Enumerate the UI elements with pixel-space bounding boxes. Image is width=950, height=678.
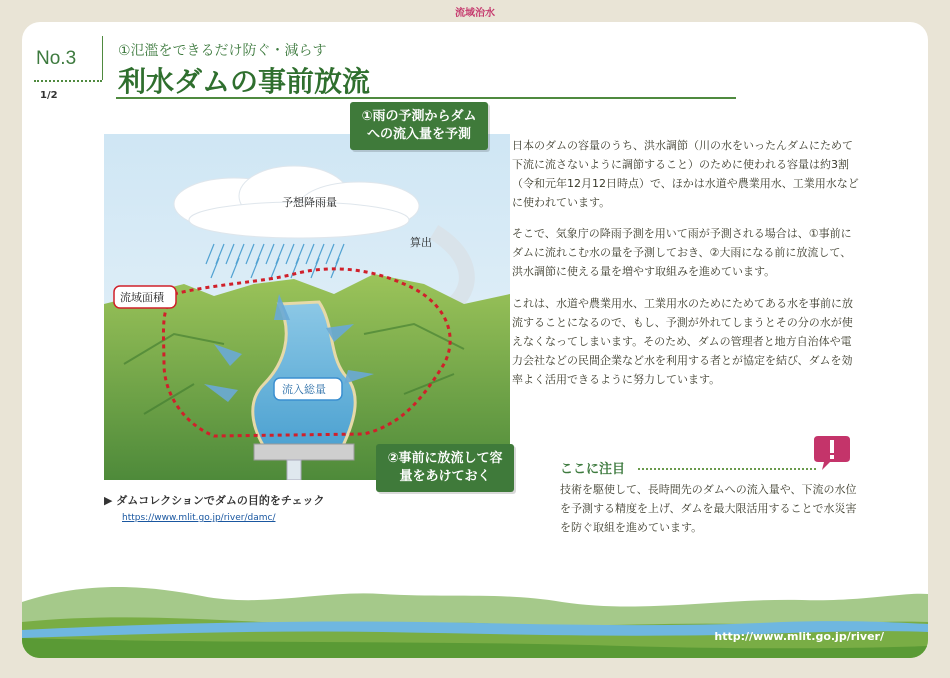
label-rain: 予想降雨量 — [282, 196, 337, 209]
page-title: 利水ダムの事前放流 — [118, 65, 371, 98]
paragraph-forecast: そこで、気象庁の降雨予測を用いて雨が予測される場合は、①事前にダムに流れこむ水の量を予測しておき、②大雨になる前に放流して、洪水調節に使える量を増やす取組みを進めています。 — [512, 227, 852, 278]
note-heading: ここに注目 — [560, 462, 626, 477]
number-divider — [102, 36, 103, 80]
number-underline — [34, 80, 102, 82]
link-heading: ▶ ダムコレクションでダムの目的をチェック — [104, 494, 325, 507]
top-band — [0, 0, 950, 24]
content-card — [22, 22, 928, 658]
dam-outflow — [287, 460, 301, 480]
exclamation-speech-bubble-icon — [812, 432, 852, 472]
dam-wall — [254, 444, 354, 460]
paragraph-capacity: 日本のダムの容量のうち、洪水調節（川の水をいったんダムにためて下流に流さないように調節すること）のために使われる容量は約3割（令和元年12月12日時点）で、ほかは水道や農業用水、工業用水などに使われています。 — [512, 139, 859, 209]
inflow-label-box — [274, 378, 342, 400]
page-subtitle: ①氾濫をできるだけ防ぐ・減らす — [118, 43, 327, 59]
label-calc: 算出 — [410, 236, 432, 249]
footer-landscape — [22, 562, 928, 658]
callout-forecast: ①雨の予測からダムへの流入量を予測 — [350, 102, 488, 150]
page-number-label: No.3 — [36, 48, 77, 69]
note-dotted-line — [638, 468, 816, 470]
note-text: 技術を駆使して、長時間先のダムへの流入量や、下流の水位を予測する精度を上げ、ダムを最大限活用することで水災害を防ぐ取組を進めています。 — [560, 483, 857, 534]
title-underline — [116, 97, 736, 99]
paragraph-agreement: これは、水道や農業用水、工業用水のためにためてある水を事前に放流することになるので、もし、予測が外れてしまうとその分の水が使えなくなってしまいます。そのため、ダムの管理者と地方自治体や電力会社などの民間企業など水を利用する者とが協定を結び、ダムを効率よく活用できるように努力しています。 — [512, 297, 853, 386]
basin-label-box — [114, 286, 176, 308]
page-index: 1/2 — [40, 90, 58, 101]
label-basin: 流域面積 — [120, 291, 164, 304]
dam-diagram — [104, 134, 510, 480]
category-label: 流域治水 — [455, 8, 495, 19]
label-inflow: 流入総量 — [282, 383, 326, 396]
footer-url[interactable]: http://www.mlit.go.jp/river/ — [714, 630, 884, 643]
callout-release: ②事前に放流して容量をあけておく — [376, 444, 514, 492]
dam-collection-link[interactable]: https://www.mlit.go.jp/river/damc/ — [122, 513, 276, 523]
